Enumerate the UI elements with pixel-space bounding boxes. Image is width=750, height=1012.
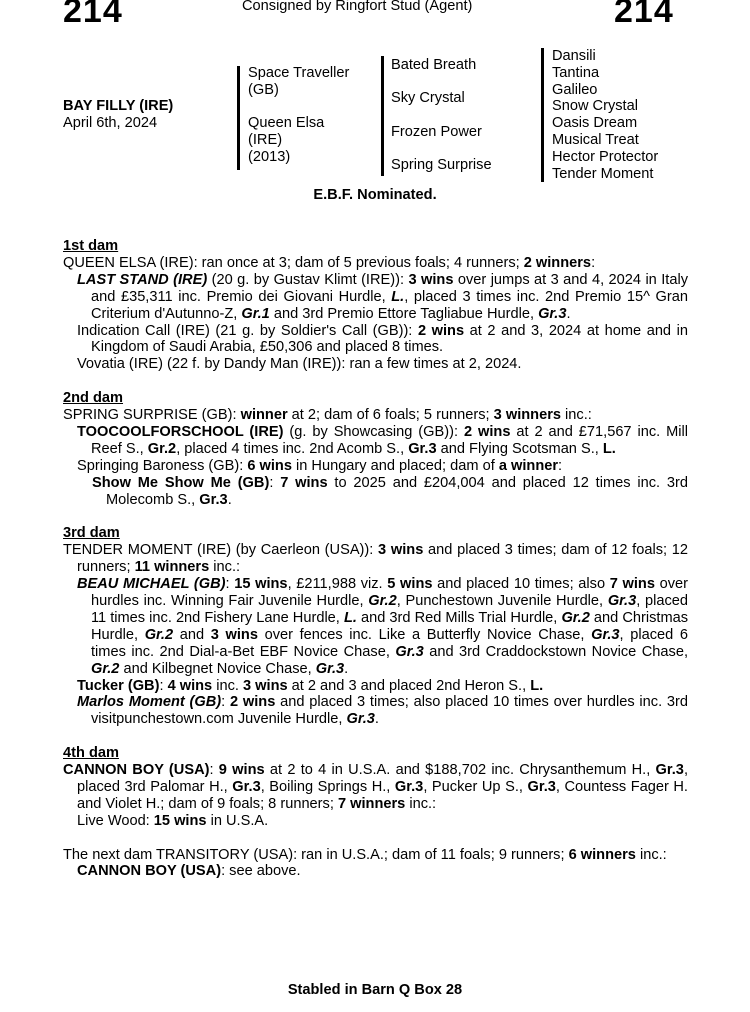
bold-run: Gr.2 (147, 440, 177, 457)
pedigree-bar-2 (381, 56, 384, 176)
pedigree-entry (63, 272, 688, 323)
bold-run: 7 wins (280, 474, 328, 491)
bold-italic-run: Gr.2 (144, 626, 174, 643)
text-run: : (209, 762, 219, 779)
text-run: at 2 and £71,567 inc. Mill Reef S., (91, 423, 688, 457)
text-run: Vovatia (IRE) (22 f. by Dandy Man (IRE)): ran a few times at 2, 2024. (77, 356, 522, 373)
text-run: : (225, 576, 235, 593)
text-run: to 2025 and £204,004 and placed 12 times inc. 3rd Molecomb S., (106, 474, 689, 508)
text-run: , placed 6 times inc. 2nd Dial-a-Bet EBF Novice Chase, (91, 626, 688, 660)
bold-run: CANNON BOY (USA) (63, 762, 210, 779)
text-run: and Flying Scotsman S., (436, 440, 603, 457)
text-run: and 3rd Premio Ettore Tagliabue Hurdle, (269, 305, 539, 322)
text-run: SPRING SURPRISE (GB): (63, 407, 241, 424)
bold-run: 3 wins (210, 626, 258, 643)
text-run: , placed 3rd Palomar H., (77, 762, 688, 795)
bold-italic-run: BEAU MICHAEL (GB) (77, 576, 226, 593)
text-run: : (159, 677, 168, 694)
pedigree-entry (63, 576, 688, 677)
bold-run: 2 winners (523, 254, 592, 271)
pedigree-entry (63, 762, 688, 813)
bold-italic-run: Gr.3 (346, 711, 375, 728)
bold-run: 3 wins (408, 271, 454, 288)
text-run: inc.: (209, 559, 241, 576)
section-heading: 4th dam (63, 745, 119, 762)
bold-italic-run: LAST STAND (IRE) (77, 271, 208, 288)
lot-number-right: 214 (614, 0, 674, 30)
bold-italic-run: Gr.3 (538, 305, 567, 322)
bold-italic-run: Gr.2 (91, 660, 120, 677)
horse-info (63, 98, 173, 132)
pedigree-entry (63, 458, 688, 475)
text-run: in U.S.A. (206, 812, 269, 829)
bold-run: Gr.3 (655, 762, 684, 779)
bold-run: Gr.3 (232, 778, 261, 795)
text-run: : (591, 254, 596, 271)
bold-run: 15 wins (234, 576, 288, 593)
bold-run: Gr.3 (408, 440, 437, 457)
bold-run: TOOCOOLFORSCHOOL (IRE) (77, 423, 284, 440)
bold-run: 2 wins (463, 423, 511, 440)
bold-italic-run: Gr.3 (315, 660, 345, 677)
bold-run: 3 wins (243, 677, 288, 694)
bold-italic-run: L. (343, 609, 357, 626)
text-run: over hurdles inc. Winning Fair Juvenile Hurdle, (91, 576, 689, 609)
horse-dob: April 6th, 2024 (63, 115, 158, 131)
section-heading: 2nd dam (63, 390, 124, 407)
pedigree-entry (63, 694, 688, 728)
text-run: at 2; dam of 6 foals; 5 runners; (287, 407, 494, 424)
bold-italic-run: Gr.2 (561, 609, 590, 626)
text-run: and placed 10 times; also (432, 576, 610, 593)
text-run: . (374, 711, 379, 728)
section-heading: 3rd dam (63, 525, 120, 542)
bold-run: 7 wins (609, 576, 655, 593)
bold-run: winner (240, 407, 288, 424)
section-heading: 1st dam (63, 238, 119, 254)
pedigree-entry (63, 424, 688, 458)
text-run: , placed 4 times inc. 2nd Acomb S., (176, 440, 409, 457)
catalogue-body (63, 238, 688, 880)
text-run: and Christmas Hurdle, (91, 609, 689, 643)
bold-run: 6 winners (568, 846, 636, 863)
bold-run: Show Me Show Me (GB) (92, 474, 270, 491)
text-run: , Pucker Up S., (423, 778, 528, 795)
text-run: : (221, 694, 230, 711)
bold-run: Tucker (GB) (77, 677, 160, 694)
pedigree-entry (63, 678, 688, 695)
section-gap (63, 373, 688, 390)
bold-italic-run: Gr.3 (395, 643, 424, 660)
text-run: inc.: (405, 795, 437, 812)
gen2-1: Sky Crystal (391, 90, 465, 106)
text-run: inc.: (561, 407, 592, 424)
text-run: : see above. (221, 863, 301, 880)
text-run: (g. by Showcasing (GB)): (283, 423, 464, 440)
text-run: in Hungary and placed; dam of (291, 457, 499, 474)
text-run: The next dam TRANSITORY (USA): ran in U.S.A.; dam of 11 foals; 9 runners; (63, 846, 569, 863)
text-run: and (173, 626, 211, 643)
pedigree-entry (63, 847, 688, 864)
text-run: Indication Call (IRE) (21 g. by Soldier's Call (GB)): (77, 322, 418, 339)
ebf-nominated: E.B.F. Nominated. (313, 187, 437, 203)
text-run: and placed 3 times; also placed 10 times over hurdles inc. 3rd visitpunchestown.com Juvenile Hurdle, (91, 694, 689, 728)
pedigree-entry (63, 542, 688, 576)
text-run: Live Wood: (77, 812, 154, 829)
bold-run: 4 wins (167, 677, 213, 694)
bold-run: 7 winners (337, 795, 406, 812)
gen3: Dansili Tantina Galileo Snow Crystal Oasis Dream Musical Treat Hector Protector Tender Moment (552, 48, 659, 182)
bold-run: 3 wins (378, 542, 424, 559)
bold-run: 9 wins (218, 762, 265, 779)
text-run: inc.: (635, 846, 667, 863)
gen2-2: Frozen Power (391, 124, 482, 140)
pedigree-entry (63, 813, 688, 830)
text-run: TENDER MOMENT (IRE) (by Caerleon (USA)): (63, 542, 379, 559)
bold-run: 2 wins (230, 694, 276, 711)
pedigree-entry (63, 356, 688, 373)
bold-italic-run: Gr.3 (607, 593, 637, 609)
bold-run: a winner (498, 457, 559, 474)
bold-italic-run: Gr.3 (591, 626, 620, 643)
text-run: (20 g. by Gustav Klimt (IRE)): (207, 271, 409, 288)
stabling-footer: Stabled in Barn Q Box 28 (287, 982, 463, 998)
gen2-3: Spring Surprise (391, 157, 492, 173)
text-run: at 2 to 4 in U.S.A. and $188,702 inc. Chrysanthemum H., (264, 762, 656, 779)
bold-run: Gr.3 (199, 491, 228, 508)
text-run: at 2 and 3, 2024 at home and in Kingdom of Saudi Arabia, £50,306 and placed 8 times. (91, 322, 688, 356)
text-run: , £211,988 viz. (287, 576, 388, 593)
bold-italic-run: Gr.1 (241, 305, 270, 322)
consignor: Consigned by Ringfort Stud (Agent) (242, 0, 473, 14)
text-run: inc. (212, 677, 243, 694)
text-run: . (227, 491, 232, 508)
text-run: and 3rd Red Mills Trial Hurdle, (356, 609, 562, 626)
pedigree-entry (63, 863, 688, 880)
text-run: QUEEN ELSA (IRE): ran once at 3; dam of 5 previous foals; 4 runners; (63, 254, 524, 271)
text-run: : (558, 457, 563, 474)
bold-run: 11 winners (134, 559, 210, 576)
dam: Queen Elsa (IRE) (2013) (248, 115, 325, 165)
bold-run: CANNON BOY (USA) (77, 863, 222, 880)
bold-run: 6 wins (247, 457, 292, 474)
text-run: , Punchestown Juvenile Hurdle, (396, 593, 608, 609)
lot-number-left: 214 (63, 0, 123, 30)
text-run: , placed 11 times inc. 2nd Fishery Lane Hurdle, (91, 593, 688, 626)
text-run: . (344, 660, 349, 677)
text-run: , Countess Fager H. and Violet H.; dam of 9 foals; 8 runners; (77, 778, 688, 812)
gen2-0: Bated Breath (391, 57, 477, 73)
bold-run: 2 wins (417, 322, 465, 339)
text-run: : (269, 474, 281, 491)
text-run: , Boiling Springs H., (260, 778, 395, 795)
pedigree-bar-3 (541, 48, 544, 182)
bold-run: Gr.3 (527, 778, 556, 795)
text-run: Springing Baroness (GB): (77, 457, 248, 474)
text-run: , placed 3 times inc. 2nd Premio 15^ Gran Criterium d'Autunno-Z, (91, 288, 688, 322)
text-run: and placed 3 times; dam of 12 foals; 12 runners; (77, 542, 688, 576)
bold-run: L. (530, 677, 544, 694)
sire: Space Traveller (GB) (248, 65, 350, 98)
text-run: and Kilbegnet Novice Chase, (119, 660, 316, 677)
section-gap (63, 830, 688, 847)
section-gap (63, 728, 688, 745)
bold-run: 3 winners (493, 407, 561, 424)
text-run: over jumps at 3 and 4, 2024 in Italy and £35,311 inc. Premio dei Giovani Hurdle, (91, 271, 688, 305)
bold-run: 5 wins (387, 576, 433, 593)
pedigree-entry (63, 255, 688, 272)
bold-run: L. (602, 440, 616, 457)
text-run: over fences inc. Like a Butterfly Novice Chase, (257, 626, 592, 643)
pedigree-entry (63, 475, 688, 509)
section-gap (63, 508, 688, 525)
text-run: at 2 and 3 and placed 2nd Heron S., (287, 677, 531, 694)
text-run: and 3rd Craddockstown Novice Chase, (423, 643, 688, 660)
bold-italic-run: L. (391, 288, 405, 305)
horse-name: BAY FILLY (IRE) (63, 98, 174, 114)
bold-italic-run: Marlos Moment (GB) (77, 694, 222, 711)
pedigree-bar-1 (237, 66, 240, 170)
bold-italic-run: Gr.2 (368, 593, 397, 609)
bold-run: 15 wins (153, 812, 207, 829)
text-run: . (566, 305, 571, 322)
pedigree-entry (63, 323, 688, 357)
pedigree-entry (63, 407, 688, 424)
bold-run: Gr.3 (394, 778, 424, 795)
